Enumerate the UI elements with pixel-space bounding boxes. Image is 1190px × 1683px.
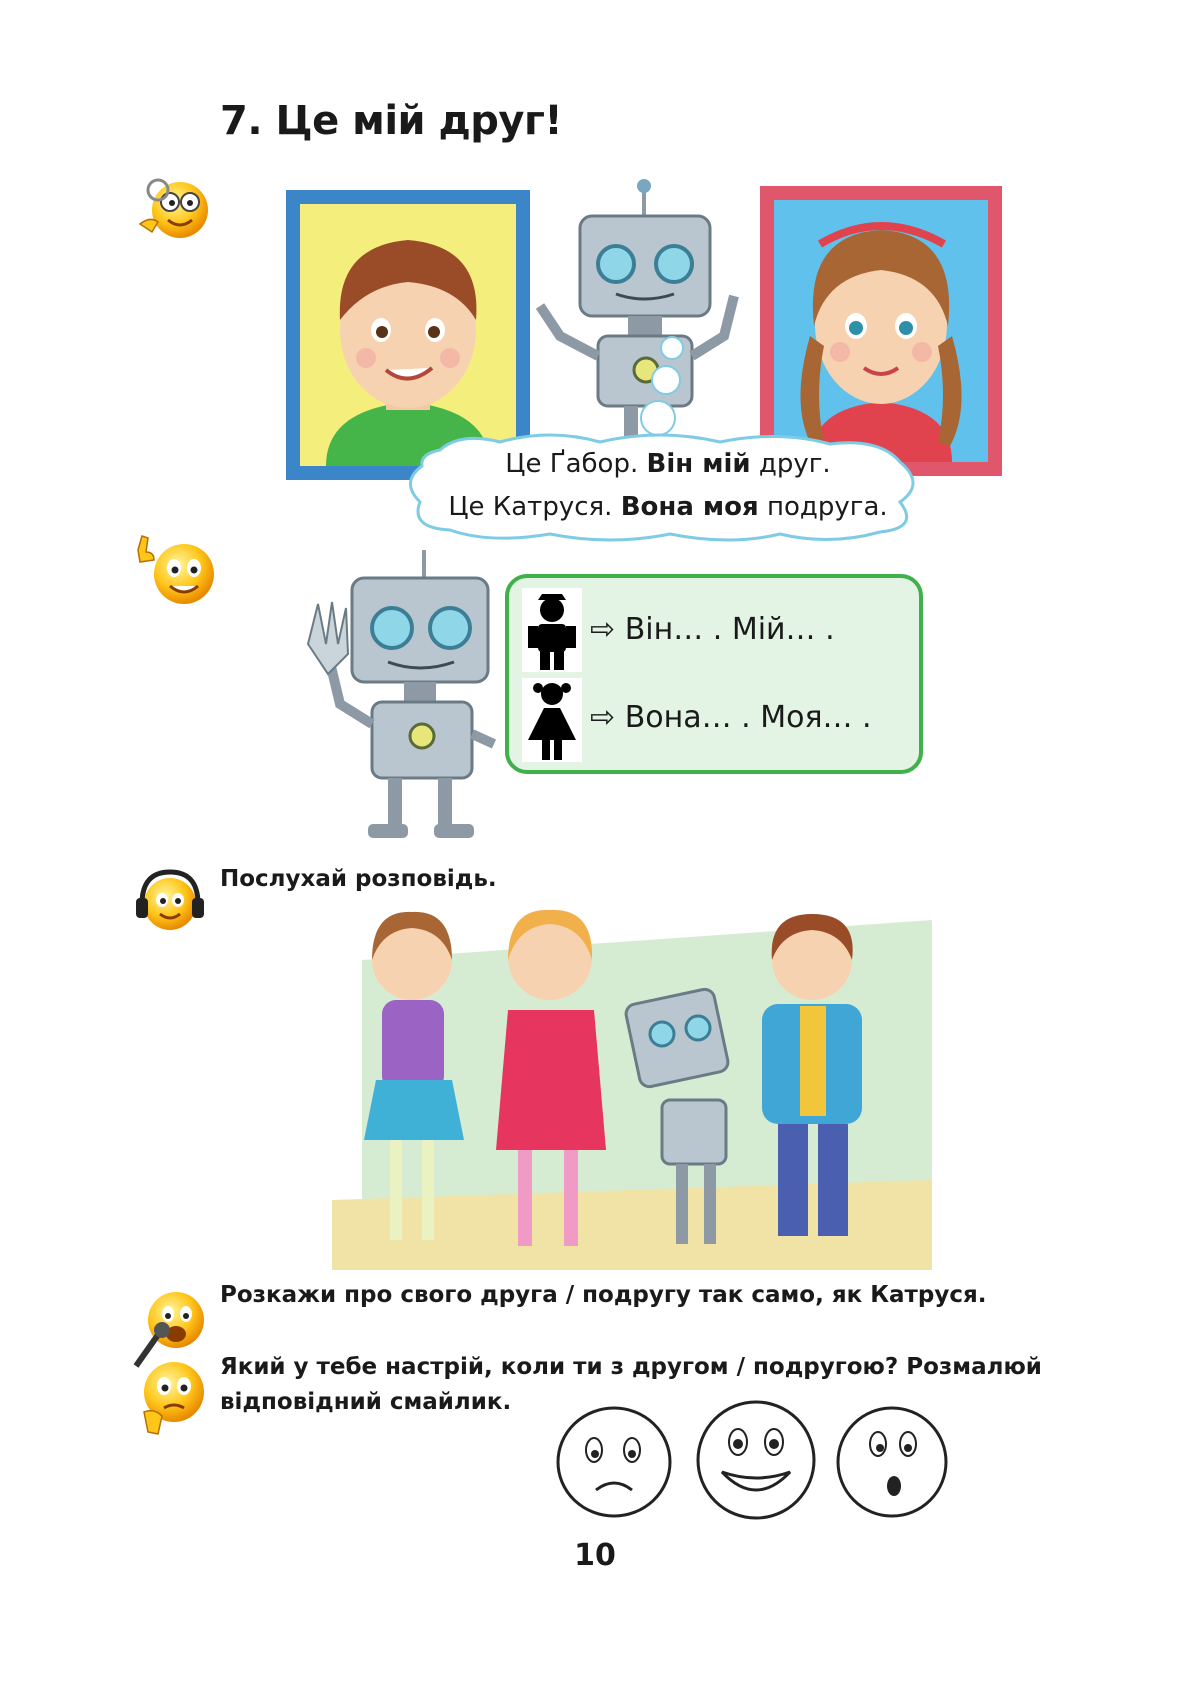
- task-listen: Послухай розповідь.: [220, 866, 497, 892]
- dialogue-line-2: Це Катруся. Вона моя подруга.: [448, 492, 888, 522]
- task-mood-line-2: відповідний смайлик.: [220, 1389, 512, 1415]
- boy-pattern-line: ⇨ Він… . Мій… .: [590, 612, 835, 647]
- thought-dots: [630, 336, 690, 436]
- surprised-smiley-icon[interactable]: [836, 1404, 952, 1522]
- girl-silhouette-icon: [522, 678, 582, 762]
- girl-pattern-line: ⇨ Вона… . Моя… .: [590, 700, 872, 735]
- sad-smiley-icon[interactable]: [556, 1404, 676, 1522]
- waving-robot-image: [288, 544, 508, 850]
- happy-smiley-icon[interactable]: [696, 1400, 818, 1522]
- lesson-title: 7. Це мій друг!: [220, 98, 563, 144]
- magnifier-emoji-icon: [132, 172, 212, 242]
- task-mood-line-1: Який у тебе настрій, коли ти з другом / подругою? Розмалюй: [220, 1354, 1042, 1380]
- dialogue-line-1: Це Ґабор. Він мій друг.: [505, 449, 831, 479]
- headphones-emoji-icon: [134, 864, 206, 936]
- thinking-emoji-icon: [134, 1352, 210, 1442]
- boy-silhouette-icon: [522, 588, 582, 672]
- friends-group-image: [332, 900, 932, 1270]
- page-number: 10: [574, 1538, 616, 1573]
- pointing-emoji-icon: [132, 530, 222, 610]
- task-tell: Розкажи про свого друга / подругу так само, як Катруся.: [220, 1282, 987, 1308]
